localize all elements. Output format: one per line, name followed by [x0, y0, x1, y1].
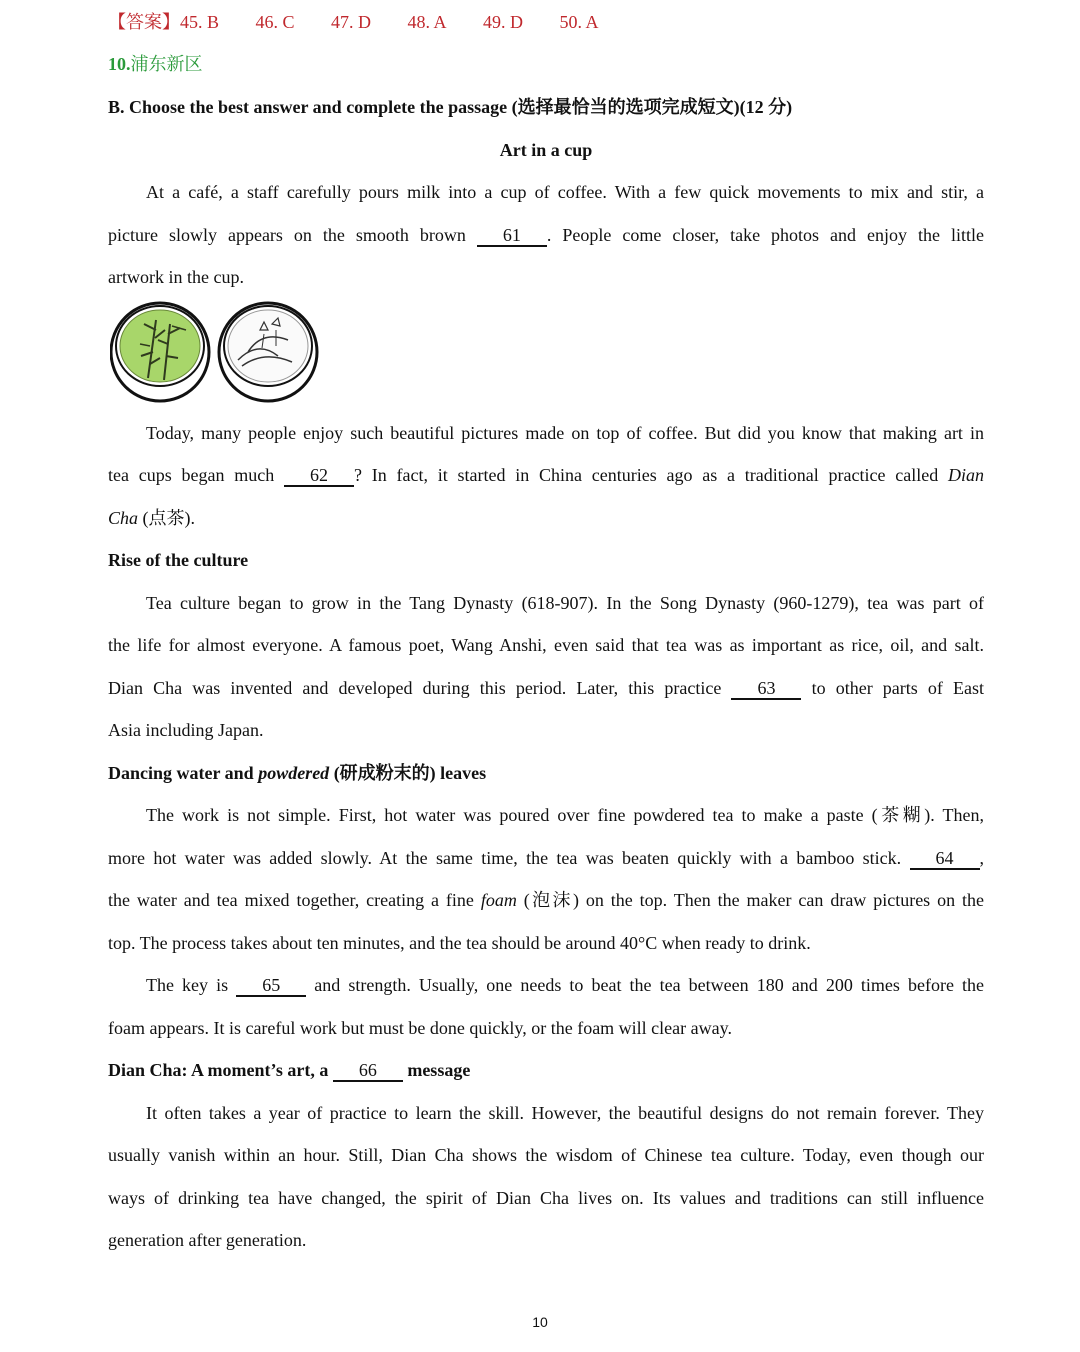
paragraph-6-line-3: ways of drinking tea have changed, the spirit of Dian Cha lives on. Its values and traditions can still influence [108, 1188, 984, 1208]
blank-64: 64 [910, 848, 980, 870]
blank-62: 62 [284, 465, 354, 487]
section-heading [108, 52, 984, 76]
text-span: (泡沫) on the top. Then the maker can draw pictures on the [523, 890, 985, 910]
paragraph-6-line-2: usually vanish within an hour. Still, Dian Cha shows the wisdom of Chinese tea culture. Today, even though our [108, 1145, 984, 1165]
paragraph-3-line-2: the life for almost everyone. A famous poet, Wang Anshi, even said that tea was as important as rice, oil, and salt. [108, 635, 984, 655]
orchid-tea-cup-icon [219, 303, 317, 401]
blank-66: 66 [333, 1060, 403, 1082]
answer-item: 45. B [180, 12, 220, 32]
answer-key [108, 10, 984, 34]
paragraph-6-line-4: generation after generation. [108, 1230, 307, 1250]
paragraph-1-line-1: At a café, a staff carefully pours milk into a cup of coffee. With a few quick movements to mix and stir, a [146, 182, 984, 202]
text-span: Dancing water and [108, 763, 254, 783]
subheading-dian-cha [108, 1058, 984, 1082]
text-span-italic: Cha [108, 508, 139, 528]
text-span: Dian Cha: A moment’s art, a [108, 1060, 329, 1080]
section-name: 浦东新区 [130, 54, 203, 74]
blank-61: 61 [477, 225, 547, 247]
tea-cups-illustration [110, 300, 320, 404]
paragraph-2-line-3 [108, 506, 984, 530]
paragraph-3-line-3 [108, 676, 984, 700]
blank-63: 63 [731, 678, 801, 700]
page-number: 10 [532, 1314, 548, 1330]
text-span: (点茶). [138, 508, 196, 528]
paragraph-3-line-1: Tea culture began to grow in the Tang Dynasty (618-907). In the Song Dynasty (960-1279), tea was part of [146, 593, 984, 613]
subheading-dancing-water [108, 761, 984, 785]
subheading-rise: Rise of the culture [108, 550, 249, 570]
paragraph-3-line-4: Asia including Japan. [108, 720, 264, 740]
text-span: the water and tea mixed together, creating a fine [108, 890, 474, 910]
text-span: The key is [146, 975, 229, 995]
text-span: . People come closer, take photos and enjoy the little [546, 225, 984, 245]
text-span: Dian Cha was invented and developed during this period. Later, this practice [108, 678, 722, 698]
answer-prefix: 【答案】 [108, 12, 180, 32]
paragraph-1-line-3: artwork in the cup. [108, 267, 244, 287]
section-number: 10. [108, 54, 131, 74]
text-span: tea cups began much [108, 465, 275, 485]
text-span-italic: foam [480, 890, 517, 910]
paragraph-5-line-2: foam appears. It is careful work but must be done quickly, or the foam will clear away. [108, 1018, 732, 1038]
bamboo-tea-cup-icon [111, 303, 209, 401]
blank-65: 65 [236, 975, 306, 997]
paragraph-4-line-2 [108, 846, 984, 870]
text-span: to other parts of East [811, 678, 985, 698]
answer-item: 48. A [407, 12, 447, 32]
text-span: (研成粉末的) leaves [329, 763, 487, 783]
paragraph-1-line-2 [108, 223, 984, 247]
paragraph-4-line-1: The work is not simple. First, hot water was poured over fine powdered tea to make a paste (茶糊). Then, [146, 805, 984, 825]
passage-title: Art in a cup [499, 140, 593, 160]
paragraph-5-line-1 [146, 973, 984, 997]
paragraph-4-line-3 [108, 888, 984, 912]
text-span: ? In fact, it started in China centuries ago as a traditional practice called [354, 465, 939, 485]
text-span-italic: powdered [258, 763, 330, 783]
paragraph-2-line-2 [108, 463, 984, 487]
answer-item: 50. A [559, 12, 599, 32]
text-span: and strength. Usually, one needs to beat the tea between 180 and 200 times before the [314, 975, 985, 995]
text-span: message [407, 1060, 471, 1080]
text-span-italic: Dian [948, 465, 985, 485]
answer-item: 49. D [483, 12, 524, 32]
answer-item: 47. D [331, 12, 372, 32]
paragraph-6-line-1: It often takes a year of practice to learn the skill. However, the beautiful designs do not remain forever. They [146, 1103, 984, 1123]
instruction: B. Choose the best answer and complete the passage (选择最恰当的选项完成短文)(12 分) [108, 97, 793, 117]
answer-item: 46. C [255, 12, 295, 32]
paragraph-2-line-1: Today, many people enjoy such beautiful pictures made on top of coffee. But did you know that making art in [146, 423, 984, 443]
text-span: , [979, 848, 985, 868]
text-span: more hot water was added slowly. At the same time, the tea was beaten quickly with a bamboo stick. [108, 848, 902, 868]
text-span: picture slowly appears on the smooth brown [108, 225, 466, 245]
paragraph-4-line-4: top. The process takes about ten minutes, and the tea should be around 40°C when ready to drink. [108, 933, 811, 953]
